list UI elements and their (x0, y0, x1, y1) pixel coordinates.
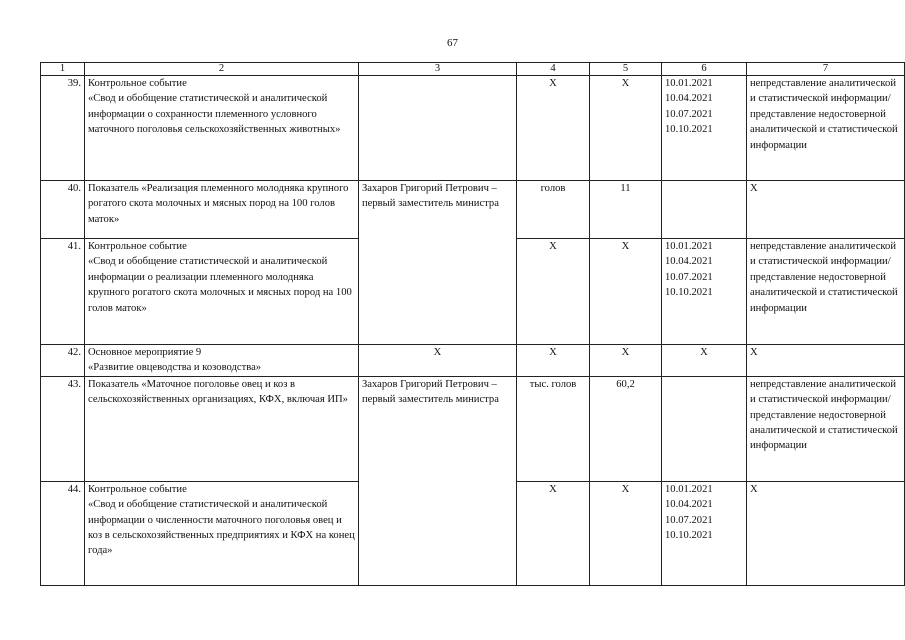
row-responsible: Захаров Григорий Петрович – первый заместитель министра (359, 181, 517, 345)
row-report: непредставление аналитической и статистической информации/ представление недостоверной аналитической и статистической информации (747, 76, 905, 181)
table-row (41, 181, 905, 239)
row-number: 44. (41, 481, 85, 585)
row-responsible: Х (359, 345, 517, 377)
row-value: Х (590, 239, 662, 345)
row-unit: голов (517, 181, 590, 239)
row-responsible (359, 76, 517, 181)
column-number: 5 (590, 63, 662, 76)
row-report: непредставление аналитической и статистической информации/ представление недостоверной аналитической и статистической информации (747, 239, 905, 345)
row-report: Х (747, 345, 905, 377)
row-value: Х (590, 481, 662, 585)
row-dates: 10.01.2021 10.04.2021 10.07.2021 10.10.2021 (662, 481, 747, 585)
table-row (41, 76, 905, 181)
row-report: Х (747, 181, 905, 239)
column-number: 4 (517, 63, 590, 76)
column-number: 3 (359, 63, 517, 76)
row-description: Основное мероприятие 9 «Развитие овцеводства и козоводства» (85, 345, 359, 377)
row-value: 60,2 (590, 376, 662, 481)
column-number-row (41, 63, 905, 76)
column-number: 6 (662, 63, 747, 76)
row-number: 42. (41, 345, 85, 377)
table-row (41, 376, 905, 481)
row-dates: 10.01.2021 10.04.2021 10.07.2021 10.10.2021 (662, 239, 747, 345)
column-number: 1 (41, 63, 85, 76)
row-unit: тыс. голов (517, 376, 590, 481)
row-description: Контрольное событие «Свод и обобщение статистической и аналитической информации о численности маточного поголовья овец и коз в сельскохозяйственных предприятиях и КФХ на конец года» (85, 481, 359, 585)
row-description: Контрольное событие «Свод и обобщение статистической и аналитической информации о сохранности племенного условного маточного поголовья сельскохозяйственных животных» (85, 76, 359, 181)
row-number: 39. (41, 76, 85, 181)
row-description: Контрольное событие «Свод и обобщение статистической и аналитической информации о реализации племенного молодняка крупного рогатого скота молочных и мясных пород на 100 голов маток» (85, 239, 359, 345)
row-number: 43. (41, 376, 85, 481)
row-unit: Х (517, 76, 590, 181)
row-unit: Х (517, 345, 590, 377)
page-number: 67 (447, 37, 458, 49)
row-report: Х (747, 481, 905, 585)
row-unit: Х (517, 481, 590, 585)
row-number: 40. (41, 181, 85, 239)
row-number: 41. (41, 239, 85, 345)
row-dates: Х (662, 345, 747, 377)
row-dates: 10.01.2021 10.04.2021 10.07.2021 10.10.2021 (662, 76, 747, 181)
row-value: 11 (590, 181, 662, 239)
row-dates (662, 376, 747, 481)
row-value: Х (590, 76, 662, 181)
row-description: Показатель «Маточное поголовье овец и коз в сельскохозяйственных организациях, КФХ, включая ИП» (85, 376, 359, 481)
row-report: непредставление аналитической и статистической информации/ представление недостоверной аналитической и статистической информации (747, 376, 905, 481)
row-description: Показатель «Реализация племенного молодняка крупного рогатого скота молочных и мясных пород на 100 голов маток» (85, 181, 359, 239)
row-unit: Х (517, 239, 590, 345)
column-number: 7 (747, 63, 905, 76)
table-row (41, 345, 905, 377)
row-value: Х (590, 345, 662, 377)
measures-table (40, 62, 905, 586)
row-dates (662, 181, 747, 239)
row-responsible: Захаров Григорий Петрович – первый заместитель министра (359, 376, 517, 585)
column-number: 2 (85, 63, 359, 76)
